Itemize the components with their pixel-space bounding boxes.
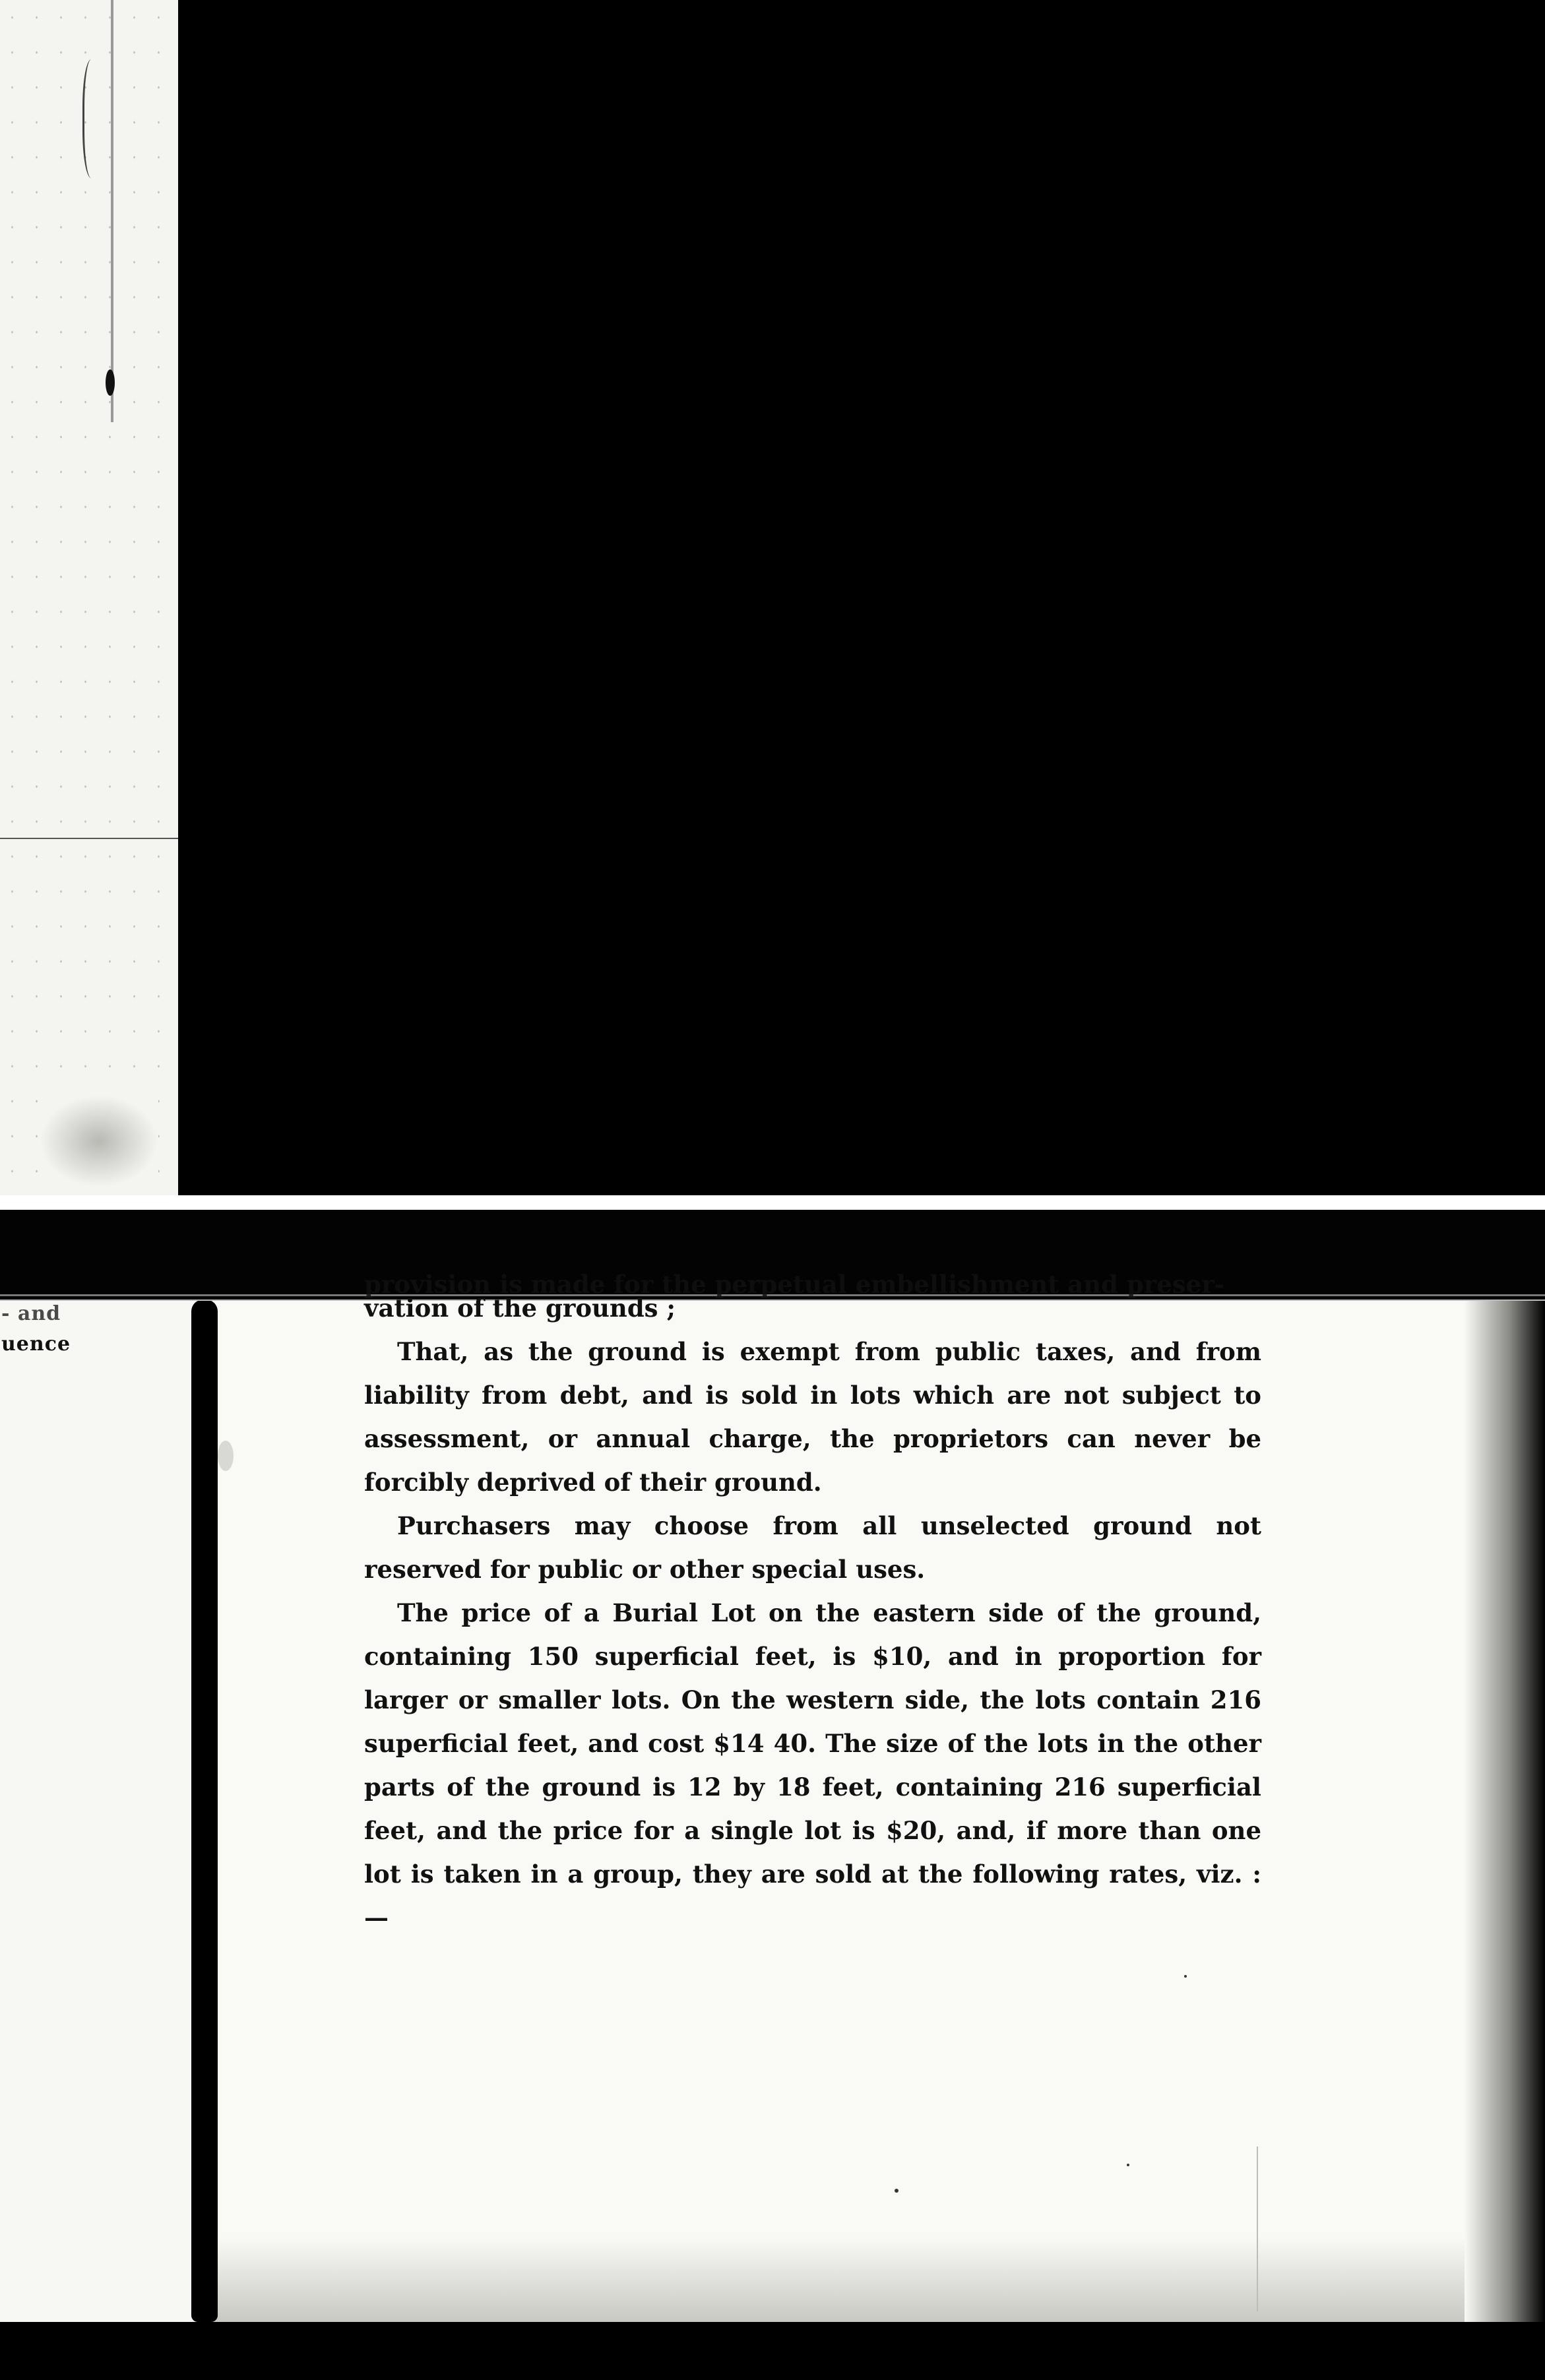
upper-left-page-margin <box>0 0 178 1195</box>
page-gutter-line <box>111 0 113 422</box>
ink-blot <box>106 369 115 396</box>
margin-text-fragment: ‑ and <box>1 1302 61 1325</box>
binding-thread <box>218 1441 234 1471</box>
paper-speck <box>1127 2164 1129 2166</box>
paragraph: That, as the ground is exempt from public taxes, and from liability from debt, and is sold in lots which are not subject to assessment, or annual charge, the proprietors can never be forcibly deprived of their ground. <box>364 1337 1261 1497</box>
page-text-block <box>364 1286 1261 1939</box>
paragraph: Purchasers may choose from all unselected ground not reserved for public or other special uses. <box>364 1511 1261 1584</box>
scan-bottom-border <box>0 2322 1545 2380</box>
paper-speck <box>1184 1975 1187 1978</box>
cropped-text-line <box>364 1263 1261 1282</box>
paper-speckle <box>0 0 178 1195</box>
page-edge-shadow <box>1465 1300 1545 2322</box>
paragraph: The price of a Burial Lot on the eastern side of the ground, containing 150 superficial feet, is $10, and in proportion for larger or smaller lots. On the western side, the lots contain 216 superficial feet, and cost $14 40. The size of the lots in the other parts of the ground is 12 by 18 feet, containing 216 superficial feet, and the price for a single lot is $20, and, if more than one lot is taken in a group, they are sold at the following rates, viz. :— <box>364 1598 1261 1932</box>
paper-speck <box>895 2189 899 2193</box>
margin-text-fragment: uence <box>1 1332 71 1356</box>
left-book-page <box>0 1300 211 2322</box>
paragraph: vation of the grounds ; <box>364 1294 676 1323</box>
book-spine <box>191 1300 218 2322</box>
frame-separator <box>0 1195 1545 1210</box>
paper-crease <box>1257 2146 1258 2311</box>
page-edge-curl <box>82 59 104 178</box>
paper-smudge <box>40 1095 158 1187</box>
horizontal-rule <box>0 838 178 839</box>
